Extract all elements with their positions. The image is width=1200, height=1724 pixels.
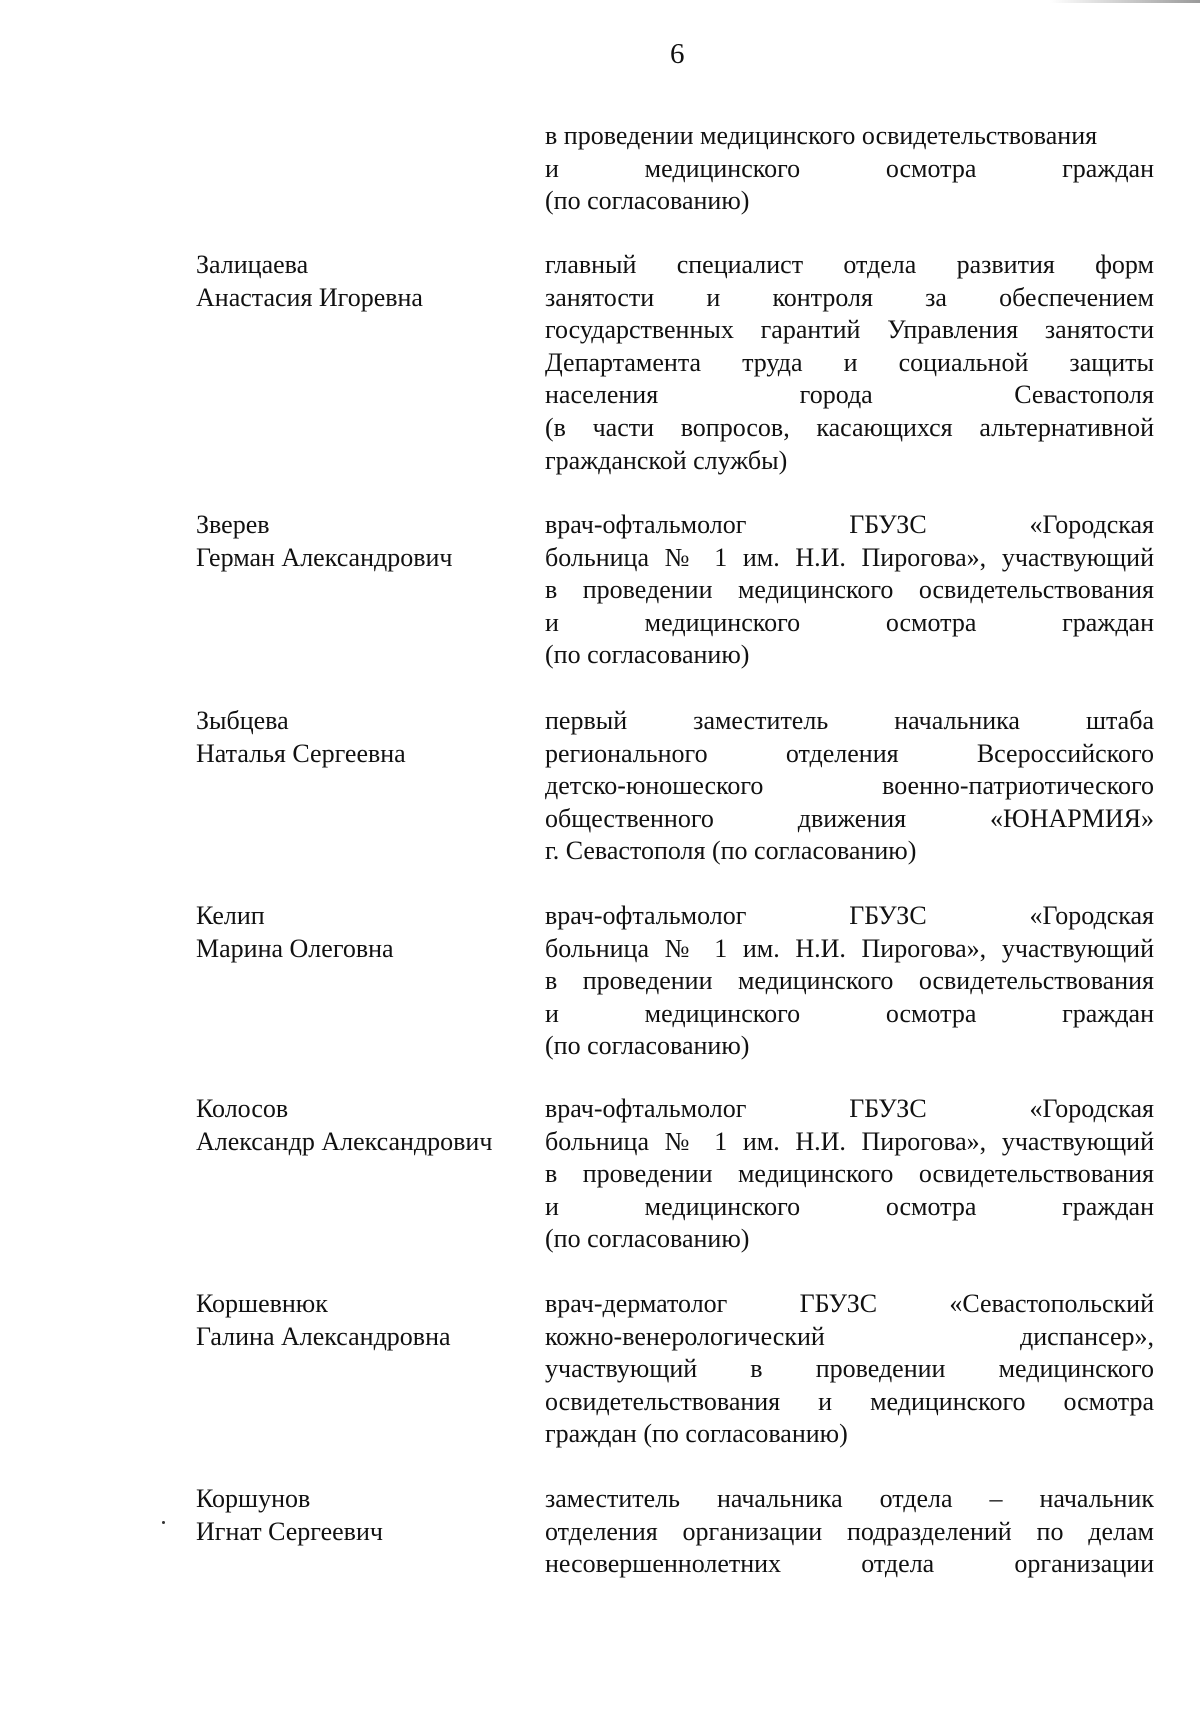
position-line: и медицинского осмотра граждан	[545, 607, 1154, 637]
position-line: (по согласованию)	[545, 640, 750, 670]
member-position	[545, 509, 1154, 672]
position-line: больница № 1 им. Н.И. Пирогова», участвующий	[545, 933, 1154, 963]
scan-speck	[162, 1521, 165, 1524]
position-line: в проведении медицинского освидетельствования	[545, 575, 1154, 605]
position-line: отделения организации подразделений по делам	[545, 1516, 1154, 1546]
member-given-names: Игнат Сергеевич	[196, 1516, 383, 1546]
description-line: (по согласованию)	[545, 186, 750, 216]
member-given-names: Александр Александрович	[196, 1126, 493, 1156]
position-line: врач-дерматолог ГБУЗС «Севастопольский	[545, 1289, 1154, 1318]
member-position	[545, 1093, 1154, 1256]
position-line: и медицинского осмотра граждан	[545, 998, 1154, 1028]
position-line: в проведении медицинского освидетельствования	[545, 1159, 1154, 1189]
position-line: кожно-венерологический диспансер»,	[545, 1321, 1154, 1351]
member-surname: Зверев	[196, 510, 270, 539]
member-surname: Коршунов	[196, 1484, 311, 1513]
member-given-names: Галина Александровна	[196, 1321, 451, 1351]
position-line: (по согласованию)	[545, 1224, 750, 1254]
position-line: освидетельствования и медицинского осмотра	[545, 1386, 1154, 1416]
position-line: заместитель начальника отдела – начальник	[545, 1484, 1154, 1513]
position-line: больница № 1 им. Н.И. Пирогова», участвующий	[545, 542, 1154, 572]
member-given-names: Герман Александрович	[196, 542, 453, 572]
position-line: первый заместитель начальника штаба	[545, 706, 1154, 735]
position-line: граждан (по согласованию)	[545, 1419, 848, 1449]
member-name	[196, 900, 536, 965]
member-position	[545, 1483, 1154, 1581]
position-line: (по согласованию)	[545, 1031, 750, 1061]
position-line: в проведении медицинского освидетельствования	[545, 966, 1154, 996]
position-line: и медицинского осмотра граждан	[545, 1191, 1154, 1221]
description-line: и медицинского осмотра граждан	[545, 153, 1154, 183]
member-position	[545, 900, 1154, 1063]
position-line: гражданской службы)	[545, 445, 788, 475]
position-line: занятости и контроля за обеспечением	[545, 282, 1154, 312]
member-name	[196, 705, 536, 770]
position-line: главный специалист отдела развития форм	[545, 250, 1154, 279]
member-surname: Коршевнюк	[196, 1289, 328, 1318]
member-name	[196, 249, 536, 314]
position-line: врач-офтальмолог ГБУЗС «Городская	[545, 1094, 1154, 1123]
description-line: в проведении медицинского освидетельствования	[545, 121, 1098, 150]
position-line: врач-офтальмолог ГБУЗС «Городская	[545, 510, 1154, 539]
member-surname: Келип	[196, 901, 265, 930]
member-surname: Колосов	[196, 1094, 289, 1123]
member-surname: Залицаева	[196, 250, 309, 279]
scan-edge-mark	[1050, 0, 1200, 3]
position-line: (в части вопросов, касающихся альтернативной	[545, 412, 1154, 442]
position-line: несовершеннолетних отдела организации	[545, 1549, 1154, 1579]
member-surname: Зыбцева	[196, 706, 289, 735]
position-line: больница № 1 им. Н.И. Пирогова», участвующий	[545, 1126, 1154, 1156]
position-line: общественного движения «ЮНАРМИЯ»	[545, 803, 1154, 833]
member-given-names: Марина Олеговна	[196, 933, 394, 963]
page-number: 6	[670, 38, 685, 70]
continuation-description	[545, 120, 1154, 218]
member-position	[545, 249, 1154, 477]
position-line: детско-юношеского военно-патриотического	[545, 771, 1154, 801]
position-line: Департамента труда и социальной защиты	[545, 347, 1154, 377]
member-position	[545, 705, 1154, 868]
member-name	[196, 1483, 536, 1548]
position-line: врач-офтальмолог ГБУЗС «Городская	[545, 901, 1154, 930]
member-position	[545, 1288, 1154, 1451]
position-line: государственных гарантий Управления занятости	[545, 315, 1154, 345]
member-name	[196, 509, 536, 574]
position-line: регионального отделения Всероссийского	[545, 738, 1154, 768]
position-line: г. Севастополя (по согласованию)	[545, 836, 917, 866]
member-name	[196, 1093, 536, 1158]
position-line: участвующий в проведении медицинского	[545, 1354, 1154, 1384]
member-given-names: Анастасия Игоревна	[196, 282, 423, 312]
member-given-names: Наталья Сергеевна	[196, 738, 406, 768]
member-name	[196, 1288, 536, 1353]
position-line: населения города Севастополя	[545, 380, 1154, 410]
